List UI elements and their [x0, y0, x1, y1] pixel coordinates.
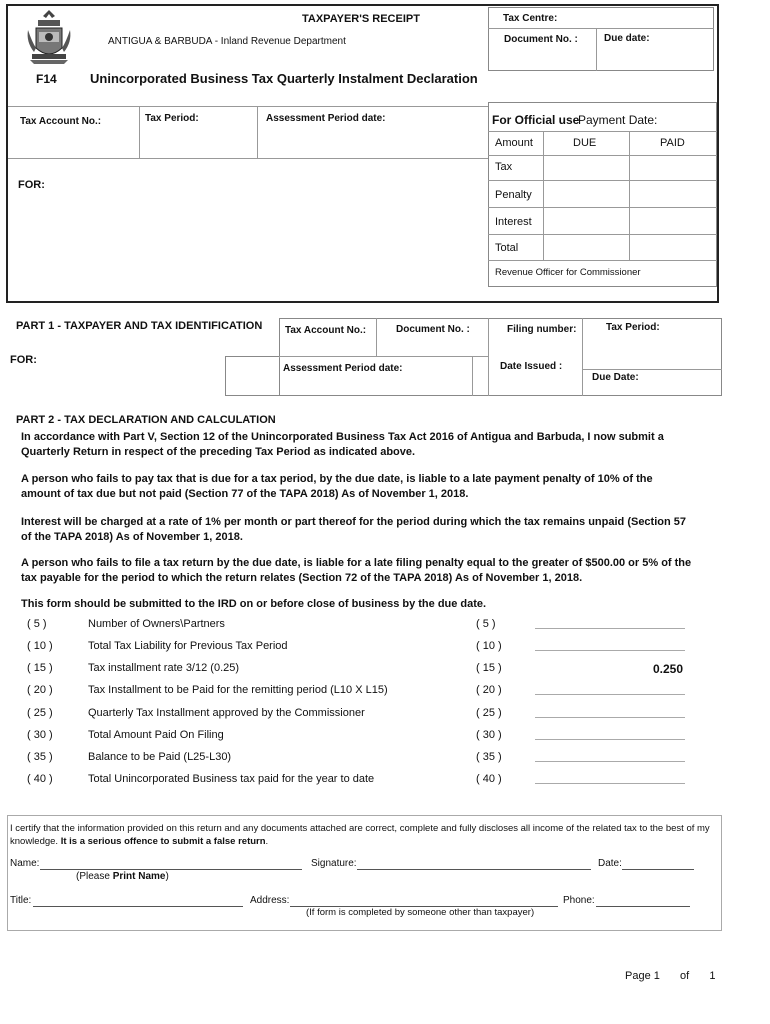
part1-tax-period-label: Tax Period:: [606, 322, 660, 333]
line-code-right: ( 40 ): [476, 773, 502, 785]
form-code: F14: [36, 72, 57, 86]
line-code: ( 10 ): [27, 640, 53, 652]
title-field[interactable]: [33, 906, 243, 907]
line-code-right: ( 25 ): [476, 707, 502, 719]
offence-warning: It is a serious offence to submit a false return: [60, 836, 266, 847]
row-penalty-label: Penalty: [495, 189, 532, 201]
receipt-title: TAXPAYER'S RECEIPT: [302, 13, 420, 25]
row-interest-label: Interest: [495, 216, 532, 228]
date-field[interactable]: [622, 869, 694, 870]
installment-rate-value: 0.250: [653, 662, 684, 676]
form-title: Unincorporated Business Tax Quarterly Instalment Declaration: [90, 71, 478, 86]
tax-account-label: Tax Account No.:: [20, 116, 102, 127]
line-code: ( 15 ): [27, 662, 53, 674]
row-tax-label: Tax: [495, 161, 513, 173]
payment-date-label: Payment Date:: [578, 113, 658, 127]
line-code-right: ( 30 ): [476, 729, 502, 741]
line-code: ( 25 ): [27, 707, 53, 719]
receipt-for-label: FOR:: [18, 179, 45, 191]
part1-assessment-box: [225, 356, 280, 396]
official-use-label: For Official use: [492, 113, 580, 127]
certification-text: I certify that the information provided on this return and any documents attached are correct, complete and fully discloses all income of the related tax to the best of my knowledge. It is a serious offence to submit a false return.: [10, 823, 710, 847]
phone-field[interactable]: [596, 906, 690, 907]
page-indicator: Page 1 of 1: [625, 970, 716, 982]
part2-para4: A person who fails to file a tax return by the due date, is liable for a late filing penalty equal to the greater of $500.00 or 5% of the tax payable for the period to which the return relates (Section 72 of the TAPA 2018) As of November 1, 2018.: [21, 557, 692, 584]
line-code: ( 30 ): [27, 729, 53, 741]
part1-tax-account-label: Tax Account No.:: [285, 325, 367, 336]
line-label: Tax Installment to be Paid for the remitting period (L10 X L15): [88, 684, 388, 696]
name-field[interactable]: [40, 869, 302, 870]
line-value-field[interactable]: [535, 650, 685, 651]
row-total-label: Total: [495, 242, 519, 254]
line-code-right: ( 5 ): [476, 618, 496, 630]
part1-heading: PART 1 - TAXPAYER AND TAX IDENTIFICATION: [16, 320, 263, 332]
line-value-field[interactable]: [535, 761, 685, 762]
line-label: Number of Owners\Partners: [88, 618, 225, 630]
part1-filing-number-label: Filing number:: [507, 324, 577, 335]
revenue-officer-label: Revenue Officer for Commissioner: [495, 267, 641, 278]
line-code-right: ( 15 ): [476, 662, 502, 674]
line-value-field[interactable]: [535, 783, 685, 784]
due-date-label: Due date:: [604, 33, 650, 44]
tax-period-label: Tax Period:: [145, 113, 199, 124]
line-label: Total Amount Paid On Filing: [88, 729, 224, 741]
part2-para2: A person who fails to pay tax that is due for a tax period, by the due date, is liable to a late payment penalty of 10% of the amount of tax due but not paid (Section 77 of the TAPA 2018) As of November 1, 2018.: [21, 473, 653, 500]
tax-centre-label: Tax Centre:: [503, 13, 558, 24]
paid-header: PAID: [660, 137, 685, 149]
line-code: ( 35 ): [27, 751, 53, 763]
part2-heading: PART 2 - TAX DECLARATION AND CALCULATION: [16, 414, 276, 426]
signature-label: Signature:: [311, 858, 357, 869]
address-label: Address:: [250, 895, 290, 906]
line-label: Total Tax Liability for Previous Tax Period: [88, 640, 288, 652]
line-code-right: ( 10 ): [476, 640, 502, 652]
line-value-field[interactable]: [535, 717, 685, 718]
part1-assessment-label: Assessment Period date:: [283, 363, 403, 374]
department-name: ANTIGUA & BARBUDA - Inland Revenue Department: [108, 36, 346, 47]
line-label: Quarterly Tax Installment approved by the Commissioner: [88, 707, 365, 719]
line-label: Tax installment rate 3/12 (0.25): [88, 662, 240, 674]
title-label: Title:: [10, 895, 32, 906]
coat-of-arms-logo: [24, 8, 74, 66]
part2-para1: In accordance with Part V, Section 12 of the Unincorporated Business Tax Act 2016 of Antigua and Barbuda, I now submit a Quarterly Return in respect of the preceding Tax Period as indicated above.: [21, 431, 664, 458]
line-code: ( 5 ): [27, 618, 47, 630]
assessment-period-label: Assessment Period date:: [266, 113, 386, 124]
part1-due-date-label: Due Date:: [592, 372, 639, 383]
amount-header: Amount: [495, 137, 533, 149]
due-header: DUE: [573, 137, 597, 149]
part2-para3: Interest will be charged at a rate of 1% per month or part thereof for the period during which the tax remains unpaid (Section 57 of the TAPA 2018) As of November 1, 2018.: [21, 516, 687, 543]
signature-field[interactable]: [357, 869, 591, 870]
line-code-right: ( 20 ): [476, 684, 502, 696]
name-label: Name:: [10, 858, 40, 869]
phone-label: Phone:: [563, 895, 595, 906]
print-name-note: (Please Print Name): [76, 871, 169, 882]
line-label: Total Unincorporated Business tax paid for the year to date: [88, 773, 375, 785]
certification-statement: I certify that the information provided on this return and any documents attached are correct, complete and fully discloses all income of the related tax to the best of my knowledge.: [10, 823, 710, 847]
line-code: ( 20 ): [27, 684, 53, 696]
submit-note: This form should be submitted to the IRD on or before close of business by the due date.: [21, 598, 487, 610]
line-value-field[interactable]: [535, 628, 685, 629]
line-value-field[interactable]: [535, 694, 685, 695]
part1-date-issued-label: Date Issued :: [500, 361, 563, 372]
line-label: Balance to be Paid (L25-L30): [88, 751, 232, 763]
date-label: Date:: [598, 858, 622, 869]
part1-for-label: FOR:: [10, 354, 37, 366]
line-value-field[interactable]: [535, 739, 685, 740]
address-note: (If form is completed by someone other than taxpayer): [306, 907, 535, 918]
line-code: ( 40 ): [27, 773, 53, 785]
part1-document-no-label: Document No. :: [396, 324, 470, 335]
line-code-right: ( 35 ): [476, 751, 502, 763]
document-no-label: Document No. :: [504, 34, 578, 45]
